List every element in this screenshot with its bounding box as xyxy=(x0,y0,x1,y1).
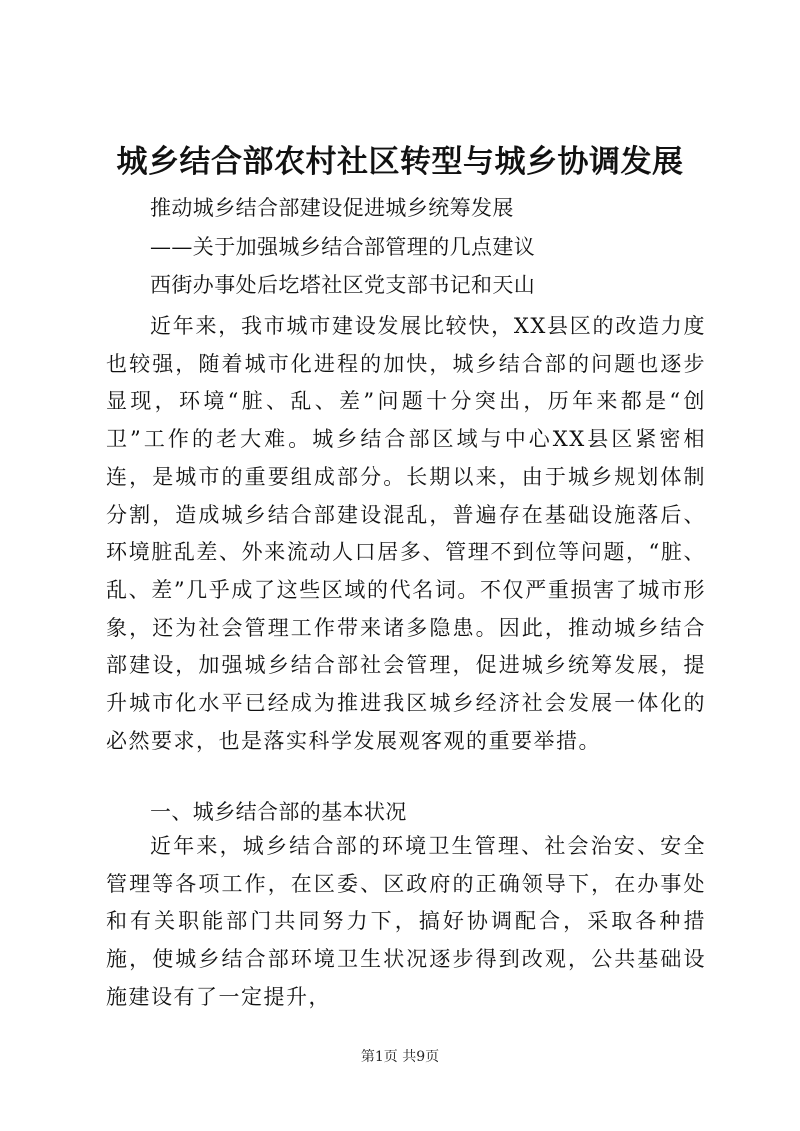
author-line: 西街办事处后圪塔社区党支部书记和天山 xyxy=(150,273,536,297)
document-title: 城乡结合部农村社区转型与城乡协调发展 xyxy=(116,144,684,180)
body-paragraph-2: 近年来，城乡结合部的环境卫生管理、社会治安、安全管理等各项工作，在区委、区政府的正确领导下，在办事处和有关职能部门共同努力下，搞好协调配合，采取各种措施，使城乡结合部环境卫生状况逐步得到改观，公共基础设施建设有了一定提升， xyxy=(106,834,706,1009)
subtitle-line-2: ——关于加强城乡结合部管理的几点建议 xyxy=(150,235,536,259)
body-paragraph-1: 近年来，我市城市建设发展比较快，XX县区的改造力度也较强，随着城市化进程的加快，城乡结合部的问题也逐步显现，环境“脏、乱、差”问题十分突出，历年来都是“创卫”工作的老大难。城乡结合部区域与中心XX县区紧密相连，是城市的重要组成部分。长期以来，由于城乡规划体制分割，造成城乡结合部建设混乱，普遍存在基础设施落后、环境脏乱差、外来流动人口居多、管理不到位等问题，“脏、乱、差”几乎成了这些区域的代名词。不仅严重损害了城市形象，还为社会管理工作带来诸多隐患。因此，推动城乡结合部建设，加强城乡结合部社会管理，促进城乡统筹发展，提升城市化水平已经成为推进我区城乡经济社会发展一体化的必然要求，也是落实科学发展观客观的重要举措。 xyxy=(106,314,706,753)
subtitle-line-1: 推动城乡结合部建设促进城乡统筹发展 xyxy=(150,196,514,220)
section-heading: 一、城乡结合部的基本状况 xyxy=(150,800,407,824)
page-footer: 第1页 共9页 xyxy=(360,1049,440,1065)
